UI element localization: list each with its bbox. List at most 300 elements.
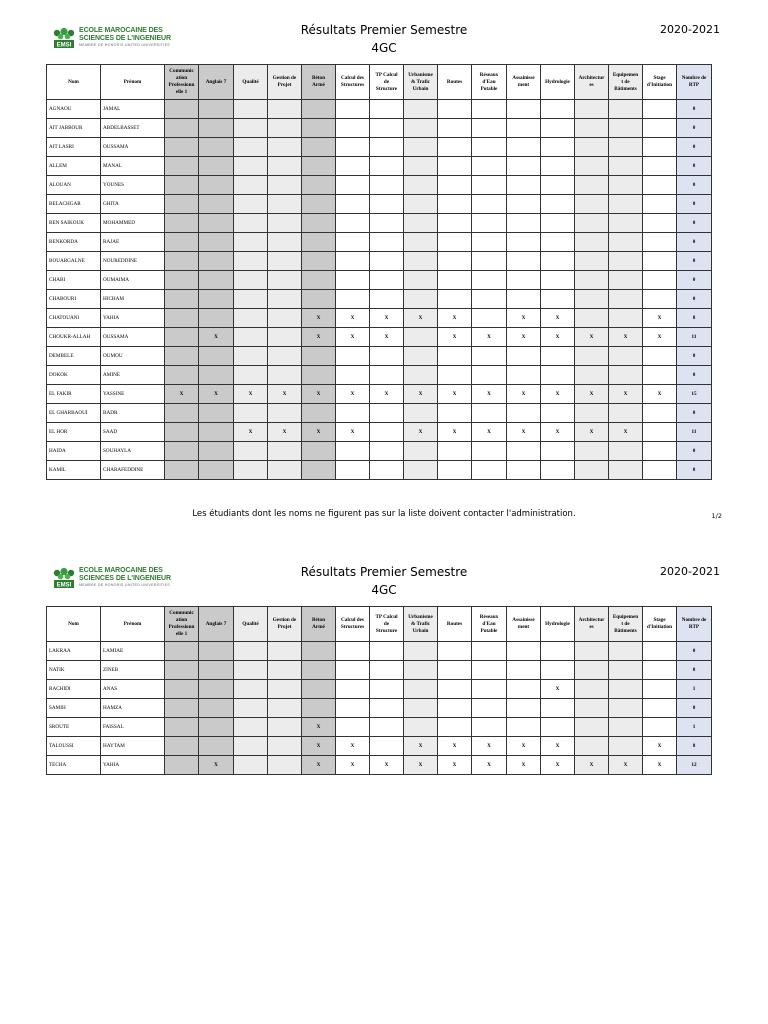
module-cell bbox=[370, 423, 404, 442]
module-cell bbox=[165, 309, 199, 328]
module-cell bbox=[234, 756, 268, 775]
module-cell bbox=[199, 309, 234, 328]
module-cell bbox=[507, 195, 541, 214]
module-cell bbox=[165, 195, 199, 214]
module-cell bbox=[643, 290, 677, 309]
module-cell bbox=[302, 176, 336, 195]
module-cell bbox=[507, 157, 541, 176]
module-cell bbox=[268, 271, 302, 290]
module-cell bbox=[472, 442, 507, 461]
module-cell bbox=[370, 252, 404, 271]
module-cell: X bbox=[199, 756, 234, 775]
module-cell: X bbox=[370, 328, 404, 347]
module-cell bbox=[575, 661, 609, 680]
student-last-name: NATIK bbox=[47, 661, 101, 680]
rtp-count: 12 bbox=[677, 756, 712, 775]
module-cell bbox=[199, 661, 234, 680]
module-cell: X bbox=[609, 385, 643, 404]
column-header: TP Calcul de Structure bbox=[370, 607, 404, 642]
student-last-name: HAIDA bbox=[47, 442, 101, 461]
module-cell bbox=[438, 157, 472, 176]
module-cell: X bbox=[472, 423, 507, 442]
module-cell bbox=[302, 233, 336, 252]
student-first-name: GHITA bbox=[101, 195, 165, 214]
module-cell bbox=[234, 233, 268, 252]
module-cell bbox=[199, 642, 234, 661]
module-cell bbox=[302, 214, 336, 233]
semester-title: Résultats Premier Semestre bbox=[300, 23, 468, 37]
module-cell bbox=[609, 252, 643, 271]
module-cell bbox=[541, 157, 575, 176]
column-header: TP Calcul de Structure bbox=[370, 65, 404, 100]
module-cell bbox=[404, 271, 438, 290]
student-last-name: AGNAOU bbox=[47, 100, 101, 119]
module-cell bbox=[643, 252, 677, 271]
module-cell: X bbox=[336, 423, 370, 442]
module-cell bbox=[336, 233, 370, 252]
module-cell bbox=[268, 328, 302, 347]
module-cell bbox=[507, 642, 541, 661]
student-last-name: BOUARGALNE bbox=[47, 252, 101, 271]
student-last-name: RACHIDI bbox=[47, 680, 101, 699]
module-cell bbox=[575, 233, 609, 252]
module-cell bbox=[609, 699, 643, 718]
column-header: Prénom bbox=[101, 65, 165, 100]
student-last-name: BEN SAIKOUK bbox=[47, 214, 101, 233]
student-first-name: BADR bbox=[101, 404, 165, 423]
module-cell bbox=[268, 680, 302, 699]
results-title bbox=[268, 21, 500, 57]
module-cell bbox=[268, 119, 302, 138]
module-cell bbox=[643, 699, 677, 718]
module-cell bbox=[643, 680, 677, 699]
rtp-count: 0 bbox=[677, 461, 712, 480]
module-cell: X bbox=[643, 309, 677, 328]
column-header: Prénom bbox=[101, 607, 165, 642]
module-cell bbox=[541, 138, 575, 157]
module-cell bbox=[199, 119, 234, 138]
rtp-count: 0 bbox=[677, 214, 712, 233]
module-cell bbox=[336, 680, 370, 699]
module-cell bbox=[507, 271, 541, 290]
module-cell: X bbox=[643, 756, 677, 775]
rtp-count: 11 bbox=[677, 328, 712, 347]
module-cell: X bbox=[507, 309, 541, 328]
module-cell bbox=[165, 233, 199, 252]
column-header: Nom bbox=[47, 65, 101, 100]
student-last-name: CHABI bbox=[47, 271, 101, 290]
module-cell bbox=[199, 366, 234, 385]
module-cell bbox=[234, 366, 268, 385]
module-cell bbox=[438, 404, 472, 423]
module-cell bbox=[404, 119, 438, 138]
table-row bbox=[47, 423, 712, 442]
module-cell bbox=[336, 214, 370, 233]
module-cell bbox=[507, 699, 541, 718]
module-cell bbox=[438, 195, 472, 214]
module-cell: X bbox=[302, 328, 336, 347]
module-cell bbox=[609, 290, 643, 309]
student-last-name: AIT LASRI bbox=[47, 138, 101, 157]
module-cell bbox=[370, 661, 404, 680]
module-cell bbox=[370, 718, 404, 737]
module-cell bbox=[404, 404, 438, 423]
module-cell bbox=[370, 138, 404, 157]
module-cell bbox=[336, 404, 370, 423]
module-cell bbox=[404, 642, 438, 661]
module-cell bbox=[438, 718, 472, 737]
module-cell bbox=[268, 699, 302, 718]
module-cell: X bbox=[302, 385, 336, 404]
module-cell bbox=[575, 699, 609, 718]
svg-text:EMSI: EMSI bbox=[56, 582, 72, 589]
module-cell bbox=[507, 718, 541, 737]
column-header: Anglais 7 bbox=[199, 65, 234, 100]
module-cell bbox=[438, 252, 472, 271]
module-cell: X bbox=[438, 328, 472, 347]
module-cell: X bbox=[541, 328, 575, 347]
module-cell bbox=[472, 461, 507, 480]
module-cell bbox=[609, 176, 643, 195]
module-cell bbox=[165, 737, 199, 756]
module-cell bbox=[268, 366, 302, 385]
module-cell: X bbox=[438, 756, 472, 775]
module-cell bbox=[199, 290, 234, 309]
column-header: Equipemen t de Bâtiments bbox=[609, 607, 643, 642]
module-cell bbox=[268, 404, 302, 423]
module-cell bbox=[507, 347, 541, 366]
module-cell: X bbox=[609, 328, 643, 347]
column-header: Assainisse ment bbox=[507, 65, 541, 100]
student-last-name: AIT JABBOUR bbox=[47, 119, 101, 138]
module-cell: X bbox=[541, 309, 575, 328]
module-cell: X bbox=[370, 385, 404, 404]
module-cell bbox=[575, 271, 609, 290]
module-cell bbox=[268, 233, 302, 252]
module-cell bbox=[609, 157, 643, 176]
module-cell bbox=[404, 176, 438, 195]
table-row bbox=[47, 309, 712, 328]
module-cell bbox=[336, 195, 370, 214]
class-name: 4GC bbox=[371, 41, 397, 55]
module-cell bbox=[609, 347, 643, 366]
student-last-name: LAKRAA bbox=[47, 642, 101, 661]
module-cell bbox=[575, 176, 609, 195]
student-first-name: OUSSAMA bbox=[101, 328, 165, 347]
module-cell bbox=[199, 176, 234, 195]
rtp-count: 0 bbox=[677, 290, 712, 309]
module-cell: X bbox=[438, 423, 472, 442]
rtp-count: 0 bbox=[677, 252, 712, 271]
table-header-row bbox=[47, 607, 712, 642]
module-cell bbox=[302, 157, 336, 176]
module-cell bbox=[234, 176, 268, 195]
rtp-count: 1 bbox=[677, 718, 712, 737]
column-header: Nombre de RTP bbox=[677, 65, 712, 100]
academic-year: 2020-2021 bbox=[660, 565, 720, 578]
rtp-count: 0 bbox=[677, 233, 712, 252]
table-row bbox=[47, 442, 712, 461]
module-cell: X bbox=[336, 385, 370, 404]
column-header: Réseaux d'Eau Potable bbox=[472, 65, 507, 100]
table-row bbox=[47, 119, 712, 138]
module-cell bbox=[507, 100, 541, 119]
module-cell bbox=[507, 442, 541, 461]
module-cell bbox=[336, 157, 370, 176]
module-cell bbox=[609, 233, 643, 252]
module-cell bbox=[234, 100, 268, 119]
module-cell bbox=[438, 699, 472, 718]
module-cell: X bbox=[370, 756, 404, 775]
rtp-count: 0 bbox=[677, 176, 712, 195]
table-row bbox=[47, 737, 712, 756]
module-cell bbox=[541, 461, 575, 480]
module-cell bbox=[234, 737, 268, 756]
column-header: Qualité bbox=[234, 65, 268, 100]
table-row bbox=[47, 385, 712, 404]
table-row bbox=[47, 195, 712, 214]
module-cell bbox=[302, 680, 336, 699]
results-table bbox=[46, 64, 712, 480]
module-cell: X bbox=[575, 328, 609, 347]
module-cell: X bbox=[268, 423, 302, 442]
module-cell bbox=[541, 661, 575, 680]
module-cell bbox=[302, 100, 336, 119]
rtp-count: 0 bbox=[677, 366, 712, 385]
module-cell bbox=[472, 195, 507, 214]
module-cell bbox=[575, 157, 609, 176]
module-cell bbox=[472, 176, 507, 195]
module-cell bbox=[370, 442, 404, 461]
module-cell bbox=[370, 737, 404, 756]
module-cell bbox=[472, 157, 507, 176]
module-cell bbox=[268, 347, 302, 366]
module-cell bbox=[609, 642, 643, 661]
module-cell bbox=[165, 461, 199, 480]
module-cell: X bbox=[507, 328, 541, 347]
module-cell bbox=[609, 737, 643, 756]
module-cell bbox=[234, 699, 268, 718]
module-cell bbox=[336, 100, 370, 119]
module-cell: X bbox=[404, 737, 438, 756]
module-cell bbox=[302, 642, 336, 661]
module-cell: X bbox=[234, 385, 268, 404]
student-first-name: CHARAFEDDINE bbox=[101, 461, 165, 480]
table-row bbox=[47, 214, 712, 233]
table-row bbox=[47, 176, 712, 195]
student-first-name: LAMIAE bbox=[101, 642, 165, 661]
student-first-name: JAMAL bbox=[101, 100, 165, 119]
module-cell bbox=[302, 195, 336, 214]
module-cell bbox=[438, 661, 472, 680]
table-row bbox=[47, 404, 712, 423]
module-cell bbox=[404, 347, 438, 366]
module-cell bbox=[438, 271, 472, 290]
module-cell bbox=[541, 214, 575, 233]
student-first-name: AMINE bbox=[101, 366, 165, 385]
module-cell bbox=[234, 718, 268, 737]
student-first-name: HAYTAM bbox=[101, 737, 165, 756]
module-cell bbox=[165, 214, 199, 233]
module-cell bbox=[370, 100, 404, 119]
module-cell bbox=[336, 176, 370, 195]
module-cell bbox=[404, 214, 438, 233]
academic-year: 2020-2021 bbox=[660, 23, 720, 36]
column-header: Stage d'Initiation bbox=[643, 65, 677, 100]
module-cell bbox=[507, 138, 541, 157]
module-cell bbox=[643, 233, 677, 252]
module-cell bbox=[302, 699, 336, 718]
module-cell bbox=[575, 309, 609, 328]
rtp-count: 0 bbox=[677, 271, 712, 290]
column-header: Communic ation Professionn elle 1 bbox=[165, 65, 199, 100]
module-cell bbox=[438, 366, 472, 385]
module-cell bbox=[507, 461, 541, 480]
school-name-line1: ECOLE MAROCAINE DES bbox=[79, 567, 163, 574]
module-cell bbox=[541, 404, 575, 423]
module-cell: X bbox=[472, 385, 507, 404]
module-cell bbox=[643, 661, 677, 680]
student-last-name: BENKORDA bbox=[47, 233, 101, 252]
module-cell bbox=[575, 680, 609, 699]
module-cell bbox=[199, 404, 234, 423]
module-cell: X bbox=[507, 423, 541, 442]
module-cell bbox=[472, 699, 507, 718]
module-cell bbox=[268, 195, 302, 214]
module-cell bbox=[643, 442, 677, 461]
module-cell bbox=[438, 680, 472, 699]
module-cell bbox=[472, 100, 507, 119]
module-cell: X bbox=[507, 737, 541, 756]
module-cell bbox=[609, 661, 643, 680]
table-header-row bbox=[47, 65, 712, 100]
module-cell bbox=[302, 661, 336, 680]
module-cell bbox=[404, 100, 438, 119]
module-cell bbox=[165, 423, 199, 442]
module-cell: X bbox=[472, 756, 507, 775]
module-cell bbox=[609, 366, 643, 385]
module-cell bbox=[643, 347, 677, 366]
student-first-name: ABDELBASSET bbox=[101, 119, 165, 138]
module-cell bbox=[472, 271, 507, 290]
column-header: Réseaux d'Eau Potable bbox=[472, 607, 507, 642]
module-cell bbox=[165, 252, 199, 271]
rtp-count: 15 bbox=[677, 385, 712, 404]
module-cell: X bbox=[541, 756, 575, 775]
module-cell: X bbox=[234, 423, 268, 442]
school-name-line2: SCIENCES DE L'INGENIEUR bbox=[79, 574, 171, 582]
column-header: Nom bbox=[47, 607, 101, 642]
module-cell bbox=[199, 680, 234, 699]
module-cell bbox=[336, 271, 370, 290]
school-name-line1: ECOLE MAROCAINE DES bbox=[79, 27, 163, 34]
module-cell bbox=[438, 176, 472, 195]
module-cell bbox=[302, 442, 336, 461]
column-header: Qualité bbox=[234, 607, 268, 642]
rtp-count: 0 bbox=[677, 661, 712, 680]
module-cell bbox=[268, 100, 302, 119]
module-cell bbox=[268, 309, 302, 328]
module-cell bbox=[472, 680, 507, 699]
rtp-count: 0 bbox=[677, 699, 712, 718]
module-cell bbox=[165, 442, 199, 461]
module-cell bbox=[404, 233, 438, 252]
module-cell: X bbox=[302, 737, 336, 756]
module-cell: X bbox=[643, 385, 677, 404]
module-cell bbox=[609, 195, 643, 214]
module-cell bbox=[609, 442, 643, 461]
module-cell bbox=[472, 214, 507, 233]
module-cell bbox=[268, 252, 302, 271]
module-cell bbox=[541, 233, 575, 252]
student-first-name: MANAL bbox=[101, 157, 165, 176]
module-cell bbox=[370, 699, 404, 718]
module-cell bbox=[438, 119, 472, 138]
module-cell bbox=[575, 461, 609, 480]
module-cell bbox=[404, 157, 438, 176]
student-last-name: CHABOURI bbox=[47, 290, 101, 309]
module-cell bbox=[165, 100, 199, 119]
module-cell bbox=[199, 442, 234, 461]
module-cell bbox=[575, 737, 609, 756]
module-cell bbox=[234, 119, 268, 138]
student-last-name: DEMBELE bbox=[47, 347, 101, 366]
module-cell bbox=[336, 699, 370, 718]
module-cell bbox=[234, 157, 268, 176]
module-cell bbox=[609, 461, 643, 480]
module-cell bbox=[404, 699, 438, 718]
student-first-name: OUMAIMA bbox=[101, 271, 165, 290]
rtp-count: 0 bbox=[677, 642, 712, 661]
module-cell bbox=[438, 461, 472, 480]
module-cell bbox=[404, 252, 438, 271]
column-header: Hydrologie bbox=[541, 607, 575, 642]
module-cell bbox=[165, 157, 199, 176]
module-cell bbox=[404, 328, 438, 347]
rtp-count: 0 bbox=[677, 347, 712, 366]
module-cell bbox=[336, 461, 370, 480]
module-cell: X bbox=[472, 328, 507, 347]
module-cell bbox=[336, 290, 370, 309]
module-cell bbox=[643, 271, 677, 290]
module-cell: X bbox=[541, 680, 575, 699]
module-cell bbox=[609, 718, 643, 737]
module-cell bbox=[541, 176, 575, 195]
module-cell bbox=[336, 252, 370, 271]
module-cell bbox=[575, 442, 609, 461]
module-cell: X bbox=[404, 309, 438, 328]
module-cell bbox=[472, 366, 507, 385]
student-first-name: SOUHAYLA bbox=[101, 442, 165, 461]
module-cell bbox=[472, 718, 507, 737]
student-last-name: BELACHGAR bbox=[47, 195, 101, 214]
column-header: Urbanisme & Trafic Urbain bbox=[404, 65, 438, 100]
module-cell bbox=[370, 642, 404, 661]
column-header: Nombre de RTP bbox=[677, 607, 712, 642]
module-cell bbox=[541, 271, 575, 290]
module-cell bbox=[472, 290, 507, 309]
module-cell bbox=[575, 252, 609, 271]
student-last-name: SROUTE bbox=[47, 718, 101, 737]
module-cell bbox=[541, 252, 575, 271]
table-row bbox=[47, 661, 712, 680]
column-header: Gestion de Projet bbox=[268, 607, 302, 642]
module-cell bbox=[643, 195, 677, 214]
table-row bbox=[47, 680, 712, 699]
module-cell bbox=[472, 642, 507, 661]
module-cell bbox=[336, 119, 370, 138]
module-cell bbox=[370, 271, 404, 290]
